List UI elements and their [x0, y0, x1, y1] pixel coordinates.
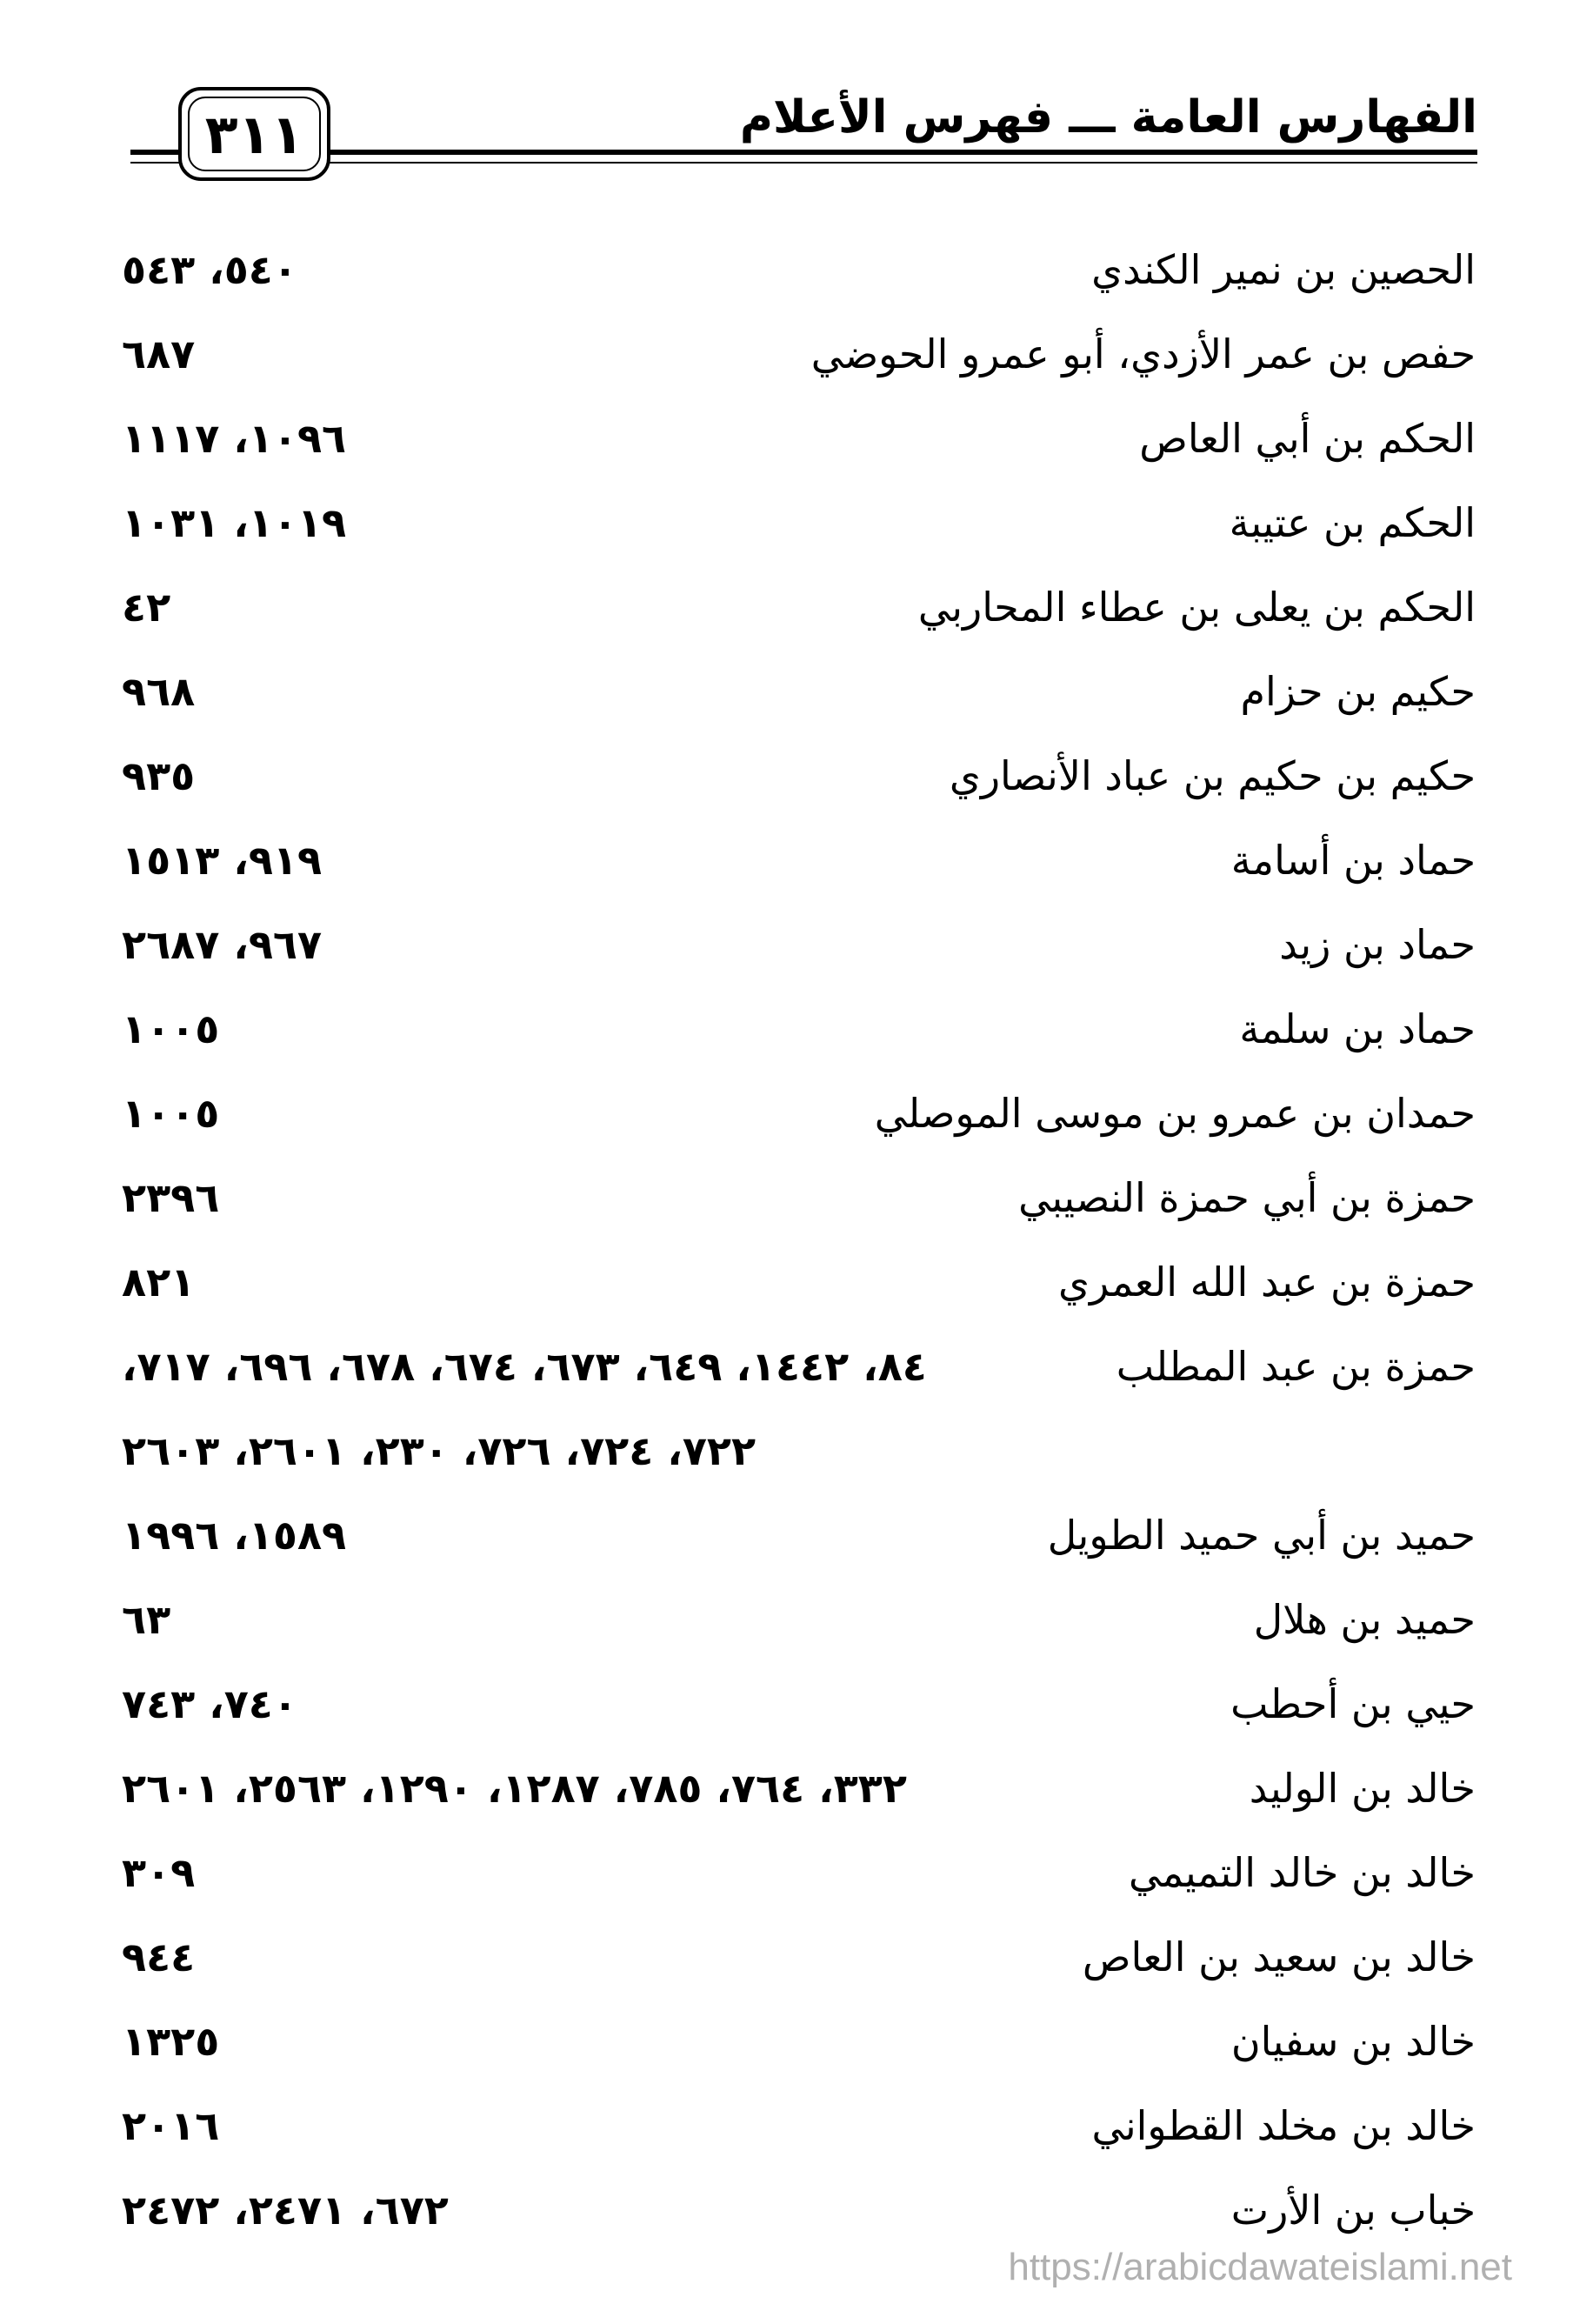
entry-pages: ٩٣٥	[122, 752, 196, 799]
entry-pages: ١٠٩٦، ١١١٧	[122, 415, 347, 462]
header-title: الفهارس العامة ـــ فهرس الأعلام	[739, 91, 1477, 144]
entry-name: حميد بن هلال	[1253, 1596, 1476, 1643]
entry-pages: ٦٣	[122, 1596, 171, 1643]
watermark-url: https://arabicdawateislami.net	[1008, 2246, 1512, 2288]
entry-pages: ٦٨٧	[122, 331, 196, 377]
entry-name: الحصين بن نمير الكندي	[1091, 246, 1476, 293]
entry-name: خباب بن الأرت	[1230, 2187, 1476, 2234]
entry-pages: ٤٢	[122, 584, 171, 631]
entry-name: خالد بن سعيد بن العاص	[1082, 1933, 1476, 1980]
entry-name: حمدان بن عمرو بن موسى الموصلي	[874, 1090, 1476, 1137]
entry-pages: ١٠١٩، ١٠٣١	[122, 499, 347, 546]
entry-name: خالد بن الوليد	[1249, 1765, 1476, 1812]
entry-pages: ١٥٨٩، ١٩٩٦	[122, 1512, 347, 1559]
entry-name: حفص بن عمر الأزدي، أبو عمرو الحوضي	[810, 331, 1476, 377]
entry-name: خالد بن سفيان	[1230, 2018, 1476, 2065]
entry-name: حمزة بن أبي حمزة النصيبي	[1018, 1174, 1476, 1221]
entry-pages: ٩١٩، ١٥١٣	[122, 837, 323, 884]
entry-name: حميد بن أبي حميد الطويل	[1047, 1512, 1476, 1559]
entry-name: خالد بن مخلد القطواني	[1091, 2102, 1476, 2149]
entry-name: حمزة بن عبد الله العمري	[1058, 1259, 1476, 1306]
entry-name: حكيم بن حزام	[1240, 668, 1476, 715]
entry-pages: ٨٤، ١٤٤٢، ٦٤٩، ٦٧٣، ٦٧٤، ٦٧٨، ٦٩٦، ٧١٧،	[122, 1343, 927, 1390]
entry-pages: ٩٤٤	[122, 1933, 196, 1980]
entry-name: حمزة بن عبد المطلب	[1116, 1343, 1476, 1390]
entry-pages: ٥٤٠، ٥٤٣	[122, 246, 297, 293]
page-number: ٣١١	[204, 102, 304, 166]
entry-pages: ٦٧٢، ٢٤٧١، ٢٤٧٢	[122, 2187, 449, 2234]
entry-pages: ٣٠٩	[122, 1849, 196, 1896]
entry-pages: ٨٢١	[122, 1259, 196, 1306]
entry-name: الحكم بن عتيبة	[1229, 499, 1476, 546]
entry-pages: ١٣٢٥	[122, 2018, 220, 2065]
entry-name: الحكم بن أبي العاص	[1139, 415, 1476, 462]
entry-pages: ١٠٠٥	[122, 1005, 220, 1052]
entry-name: حماد بن زيد	[1279, 921, 1476, 968]
entry-pages: ٩٦٨	[122, 668, 196, 715]
entry-pages: ٢٠١٦	[122, 2102, 220, 2149]
entry-name: حكيم بن حكيم بن عباد الأنصاري	[949, 752, 1476, 799]
entry-pages: ١٠٠٥	[122, 1090, 220, 1137]
entry-pages: ٧٢٢، ٧٢٤، ٧٢٦، ٢٣٠، ٢٦٠١، ٢٦٠٣	[122, 1427, 757, 1474]
entry-name: حيي بن أحطب	[1230, 1680, 1476, 1727]
entry-pages: ٩٦٧، ٢٦٨٧	[122, 921, 323, 968]
entry-name: حماد بن أسامة	[1230, 837, 1476, 884]
entry-name: خالد بن خالد التميمي	[1129, 1849, 1476, 1896]
entry-name: حماد بن سلمة	[1239, 1005, 1476, 1052]
entry-pages: ٣٣٢، ٧٦٤، ٧٨٥، ١٢٨٧، ١٢٩٠، ٢٥٦٣، ٢٦٠١	[122, 1765, 907, 1812]
entry-pages: ٧٤٠، ٧٤٣	[122, 1680, 297, 1727]
entry-pages: ٢٣٩٦	[122, 1174, 220, 1221]
entry-name: الحكم بن يعلى بن عطاء المحاربي	[917, 584, 1476, 631]
